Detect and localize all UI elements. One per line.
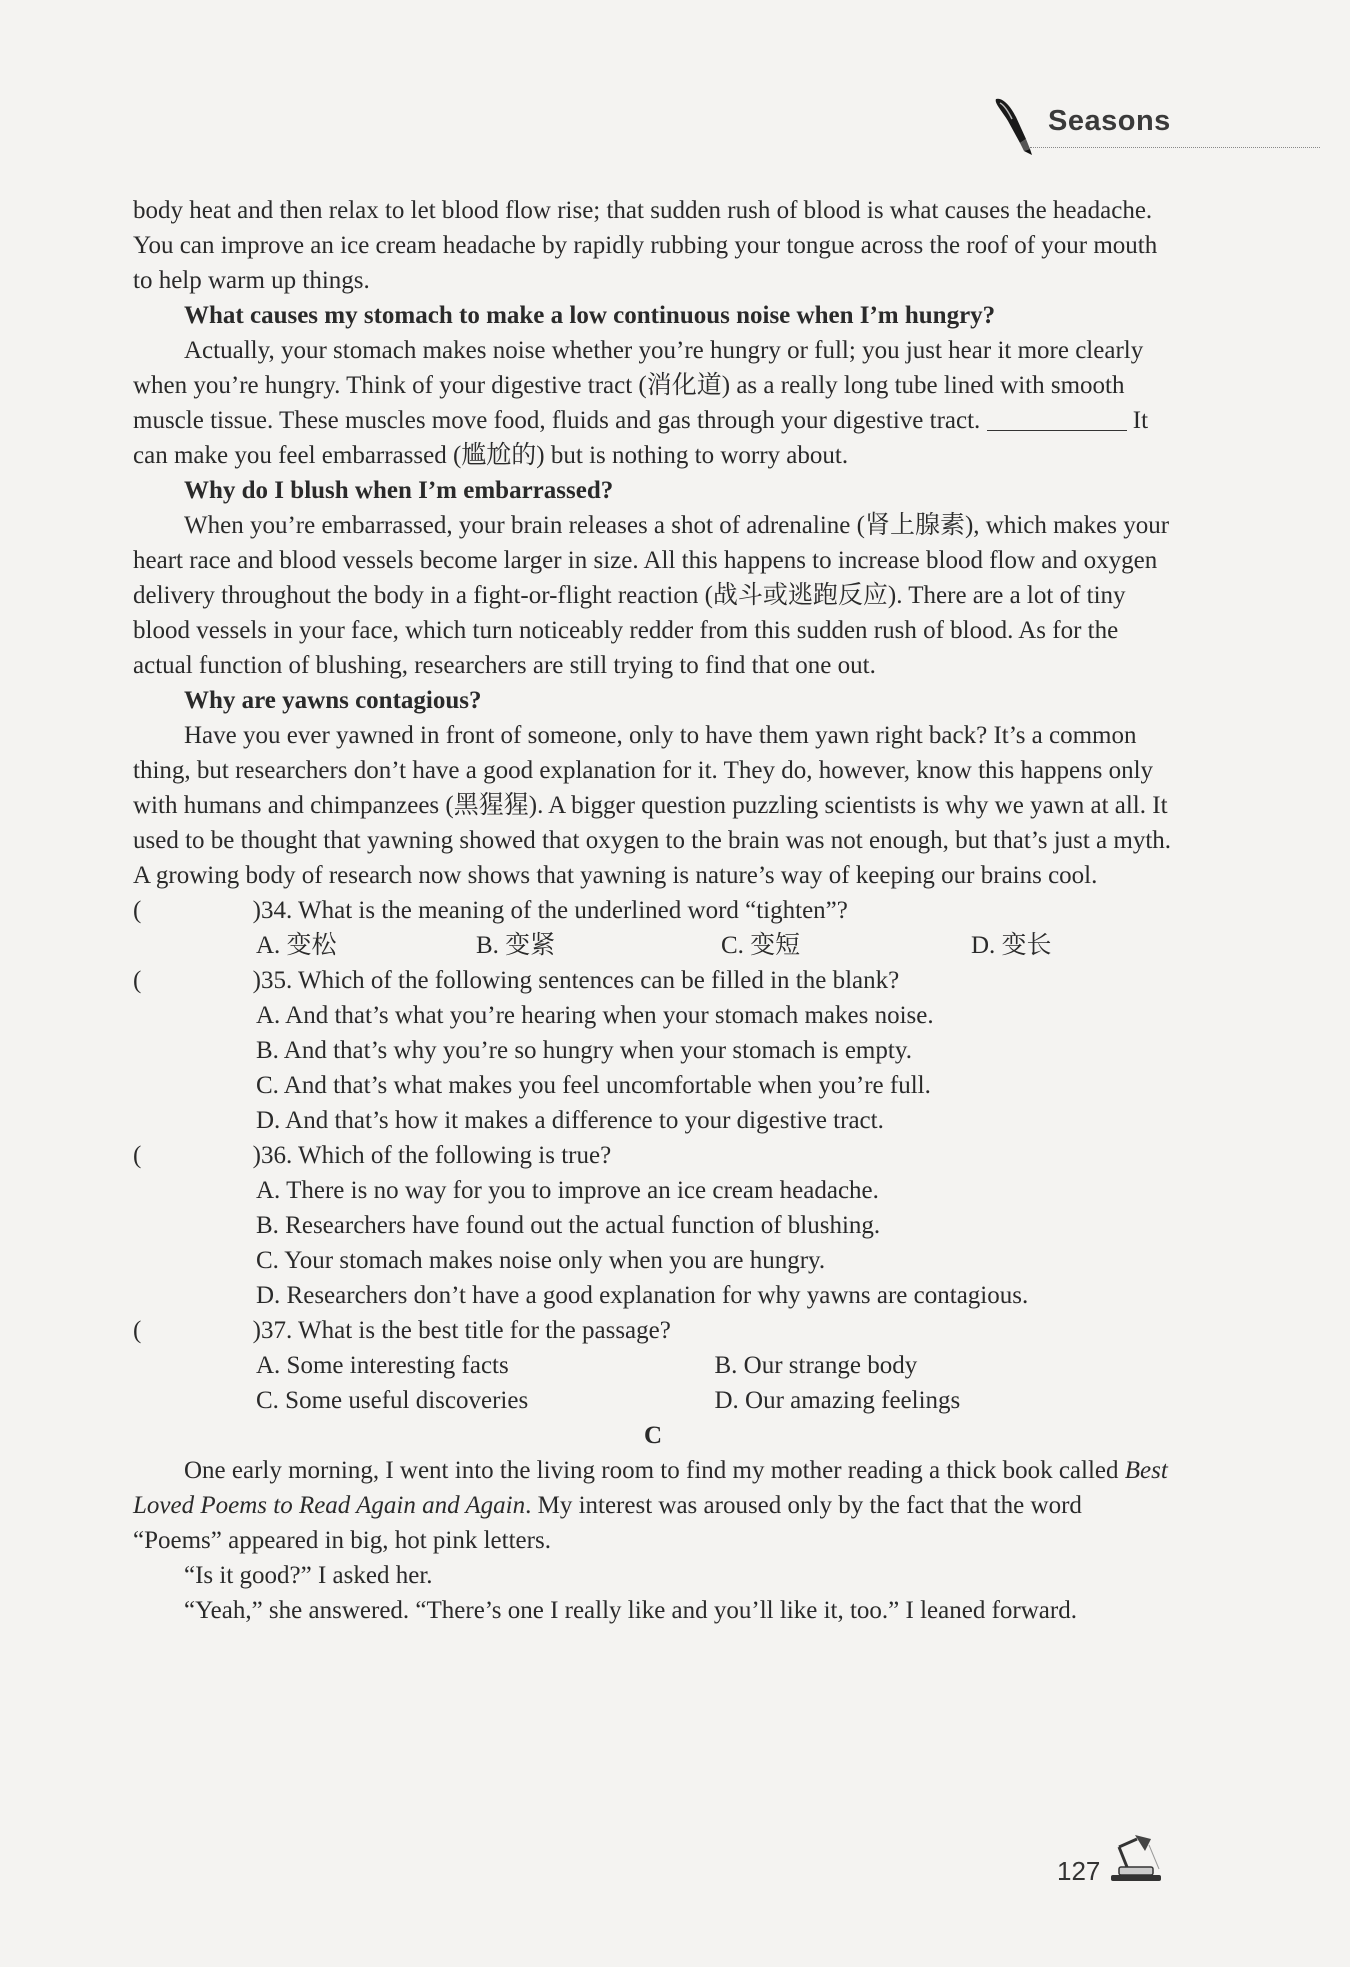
option-c: C. Your stomach makes noise only when you are hungry. — [256, 1247, 826, 1274]
paragraph-poems: One early morning, I went into the living room to find my mother reading a thick book called Best Loved Poems to Read Again and Again. My interest was aroused only by the fact that the word “Poems” appeared in big, hot pink letters. — [133, 1457, 1168, 1554]
question-34 — [133, 893, 1173, 928]
question-37 — [133, 1313, 1173, 1348]
desk-lamp-icon — [1105, 1833, 1167, 1885]
page-number: 127 — [1057, 1856, 1101, 1886]
header-title: Seasons — [1048, 105, 1171, 137]
option-d: D. Our amazing feelings — [714, 1387, 961, 1414]
paragraph-stomach-a: Actually, your stomach makes noise whether you’re hungry or full; you just hear it more clearly when you’re hungry. Think of your digestive tract (消化道) as a really long tube lined with smooth muscle tissue. These muscles move food, fluids and gas through your digestive tract. — [133, 337, 1144, 434]
question-stem: 37. What is the best title for the passage? — [261, 1317, 671, 1344]
option-d: D. And that’s how it makes a difference to your digestive tract. — [256, 1107, 884, 1134]
answer-bracket: ( ) — [133, 1142, 261, 1169]
page-content — [133, 193, 1173, 1628]
heading-stomach: What causes my stomach to make a low continuous noise when I’m hungry? — [184, 302, 996, 329]
paragraph-stomach — [133, 333, 1173, 473]
paragraph-blush: When you’re embarrassed, your brain releases a shot of adrenaline (肾上腺素), which makes your heart race and blood vessels become larger in size. All this happens to increase blood flow and oxygen delivery throughout the body in a fight-or-flight reaction (战斗或逃跑反应). There are a lot of tiny blood vessels in your face, which turn noticeably redder from this sudden rush of blood. As for the actual function of blushing, researchers are still trying to find that one out. — [133, 512, 1170, 679]
option-b: B. And that’s why you’re so hungry when your stomach is empty. — [256, 1037, 912, 1064]
option-a: A. Some interesting facts — [256, 1352, 509, 1379]
header-rule — [1030, 147, 1320, 148]
question-stem: 34. What is the meaning of the underlined word “tighten”? — [261, 897, 848, 924]
question-stem: 35. Which of the following sentences can be filled in the blank? — [261, 967, 900, 994]
option-d: D. 变长 — [971, 932, 1052, 959]
question-37-options-row2 — [133, 1383, 1173, 1418]
paragraph-dialogue-2: “Yeah,” she answered. “There’s one I really like and you’ll like it, too.” I leaned forward. — [184, 1597, 1077, 1624]
option-a: A. 变松 — [256, 932, 337, 959]
heading-yawn: Why are yawns contagious? — [184, 687, 482, 714]
paragraph-ice-cream: body heat and then relax to let blood flow rise; that sudden rush of blood is what causes the headache. You can improve an ice cream headache by rapidly rubbing your tongue across the roof of your mouth to help warm up things. — [133, 197, 1158, 294]
option-c: C. And that’s what makes you feel uncomfortable when you’re full. — [256, 1072, 931, 1099]
option-c: C. 变短 — [721, 932, 801, 959]
paragraph-dialogue-1: “Is it good?” I asked her. — [184, 1562, 433, 1589]
answer-bracket: ( ) — [133, 897, 261, 924]
question-35 — [133, 963, 1173, 998]
answer-bracket: ( ) — [133, 1317, 261, 1344]
option-d: D. Researchers don’t have a good explanation for why yawns are contagious. — [256, 1282, 1029, 1309]
page-header — [990, 95, 1330, 155]
section-label: C — [643, 1422, 663, 1449]
option-c: C. Some useful discoveries — [256, 1387, 529, 1414]
question-37-options-row1 — [133, 1348, 1173, 1383]
paragraph-yawn: Have you ever yawned in front of someone, only to have them yawn right back? It’s a common thing, but researchers don’t have a good explanation for it. They do, however, know this happens only with humans and chimpanzees (黑猩猩). A bigger question puzzling scientists is why we yawn at all. It used to be thought that yawning showed that oxygen to the brain was not enough, but that’s just a myth. A growing body of research now shows that yawning is nature’s way of keeping our brains cool. — [133, 722, 1172, 889]
option-a: A. And that’s what you’re hearing when your stomach makes noise. — [256, 1002, 934, 1029]
heading-blush: Why do I blush when I’m embarrassed? — [184, 477, 614, 504]
option-b: B. 变紧 — [476, 932, 556, 959]
book-title: Best Loved Poems to Read Again and Again — [133, 1457, 1168, 1519]
answer-blank — [987, 408, 1127, 431]
question-36 — [133, 1138, 1173, 1173]
option-b: B. Researchers have found out the actual function of blushing. — [256, 1212, 881, 1239]
option-b: B. Our strange body — [714, 1352, 918, 1379]
paragraph-stomach-b: It can make you feel embarrassed (尴尬的) but is nothing to worry about. — [133, 407, 1149, 469]
option-a: A. There is no way for you to improve an ice cream headache. — [256, 1177, 879, 1204]
answer-bracket: ( ) — [133, 967, 261, 994]
question-34-options — [133, 928, 1173, 963]
question-stem: 36. Which of the following is true? — [261, 1142, 612, 1169]
